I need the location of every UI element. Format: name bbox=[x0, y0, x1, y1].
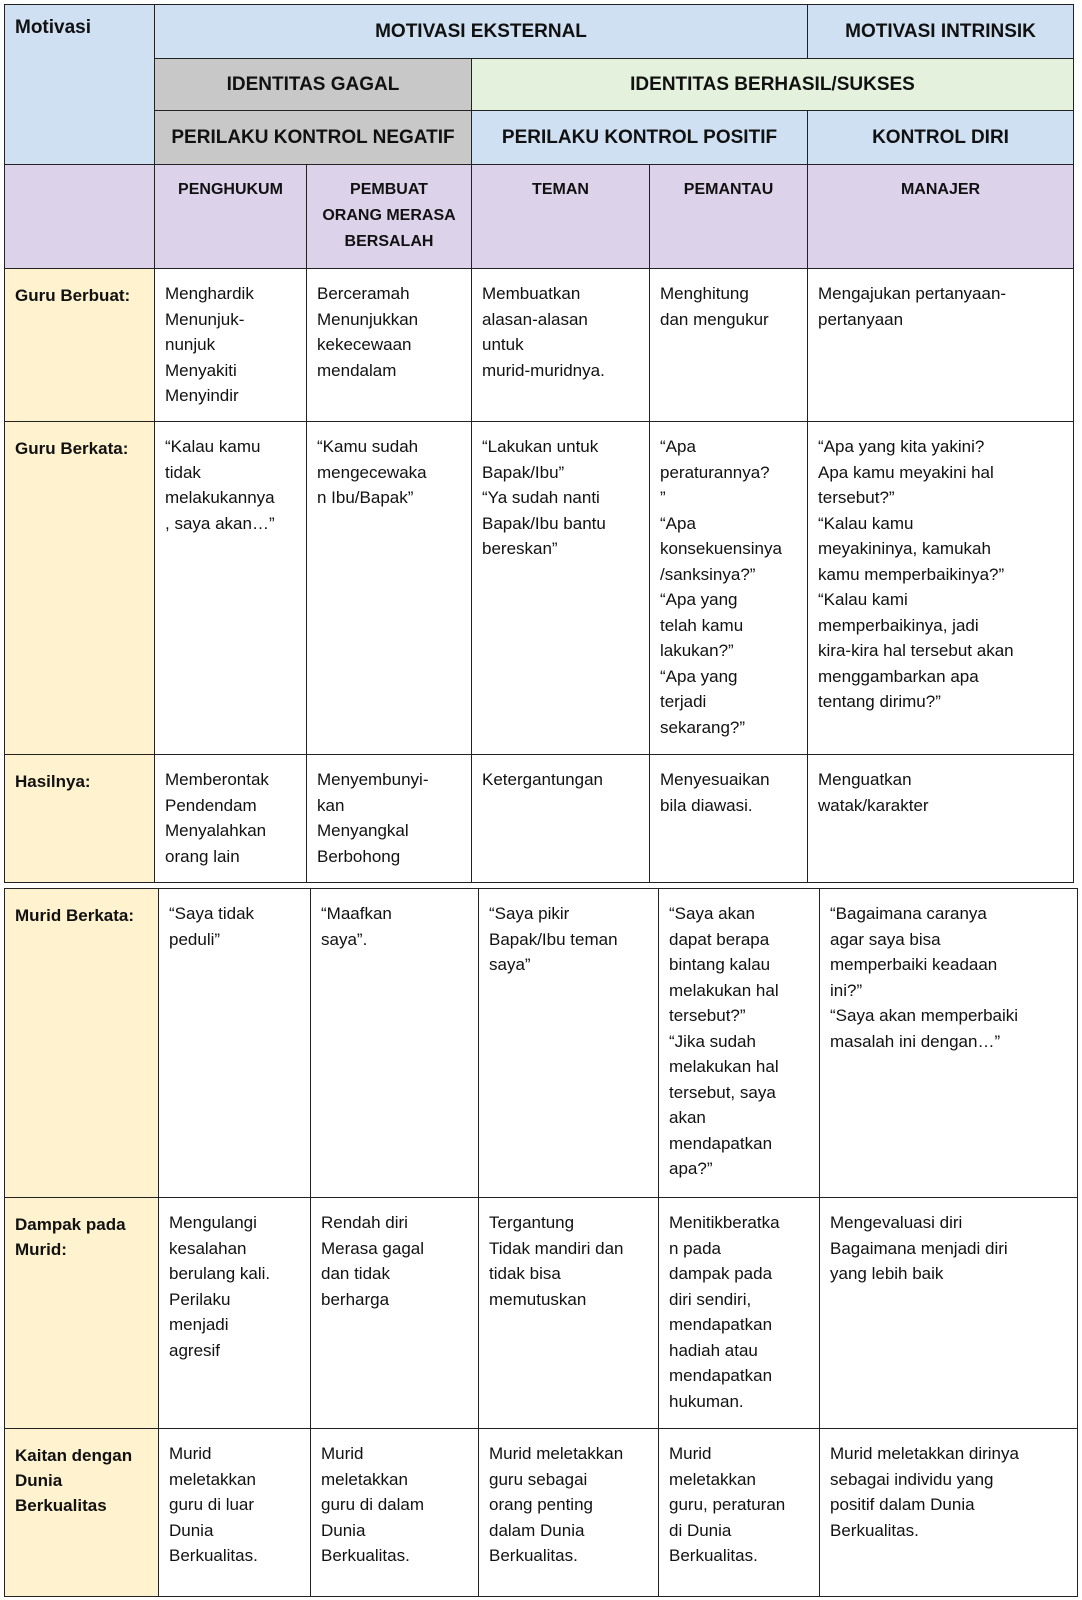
cell-manajer bbox=[820, 1198, 1078, 1429]
cell-line: “Apa bbox=[660, 437, 696, 456]
cell-line: saya” bbox=[489, 955, 531, 974]
table-row-hasilnya bbox=[5, 755, 1074, 883]
cell-text bbox=[165, 434, 296, 536]
cell-line: berulang kali. bbox=[169, 1264, 271, 1283]
cell-text bbox=[489, 901, 648, 978]
cell-line: menggambarkan apa bbox=[818, 666, 979, 686]
cell-pembuat-bersalah bbox=[307, 755, 472, 883]
cell-line: Murid bbox=[169, 1444, 212, 1463]
cell-pemantau bbox=[659, 1429, 820, 1597]
cell-line: Bagaimana menjadi diri bbox=[830, 1238, 1008, 1258]
cell-line: Perilaku bbox=[169, 1289, 231, 1309]
cell-line: Dunia bbox=[321, 1520, 366, 1540]
cell-pembuat-bersalah bbox=[311, 1198, 479, 1429]
cell-line: /sanksinya?” bbox=[660, 564, 756, 584]
cell-line: “Kalau kamu bbox=[165, 437, 261, 456]
column-header-pemantau: PEMANTAU bbox=[650, 165, 808, 269]
cell-line: Menghitung bbox=[660, 284, 749, 303]
cell-line: untuk bbox=[482, 335, 524, 354]
cell-line: akan bbox=[669, 1108, 706, 1127]
cell-line: “Maafkan bbox=[321, 904, 392, 923]
motivasi-label: Motivasi bbox=[15, 17, 92, 38]
cell-pemantau bbox=[650, 755, 808, 883]
cell-line: agresif bbox=[169, 1340, 221, 1360]
row-label: Dampak pada Murid: bbox=[5, 1198, 159, 1429]
cell-line: “Apa yang kita yakini? bbox=[818, 437, 985, 456]
cell-line: “Kalau kamu bbox=[818, 513, 914, 533]
cell-line: Menghardik bbox=[165, 284, 254, 303]
row-label: Murid Berkata: bbox=[5, 889, 159, 1198]
cell-text bbox=[660, 767, 797, 818]
cell-line: Pendendam bbox=[165, 795, 257, 815]
cell-line: pertanyaan bbox=[818, 309, 904, 329]
cell-line: “Saya pikir bbox=[489, 904, 570, 923]
cell-line: memutuskan bbox=[489, 1289, 587, 1309]
cell-line: dalam Dunia bbox=[489, 1520, 585, 1540]
cell-line: dan tidak bbox=[321, 1264, 390, 1283]
cell-line: agar saya bisa bbox=[830, 929, 941, 949]
cell-line: Murid meletakkan bbox=[489, 1444, 624, 1463]
cell-teman bbox=[479, 889, 659, 1198]
cell-text bbox=[818, 281, 1063, 332]
cell-line: tersebut?” bbox=[669, 1006, 746, 1025]
cell-line: n pada bbox=[669, 1238, 721, 1258]
cell-line: kesalahan bbox=[169, 1238, 247, 1258]
cell-line: terjadi bbox=[660, 692, 707, 711]
cell-line: tersebut?” bbox=[818, 488, 895, 507]
column-header-blank bbox=[5, 165, 155, 269]
cell-manajer bbox=[820, 1429, 1078, 1597]
cell-line: “Saya akan memperbaiki bbox=[830, 1006, 1019, 1025]
cell-line: Dunia bbox=[169, 1520, 214, 1540]
cell-line: Menitikberatka bbox=[669, 1213, 780, 1232]
cell-line: Mengulangi bbox=[169, 1213, 257, 1232]
cell-line: Menguatkan bbox=[818, 770, 912, 789]
column-header-teman: TEMAN bbox=[472, 165, 650, 269]
cell-pembuat-bersalah bbox=[307, 422, 472, 755]
cell-line: guru di dalam bbox=[321, 1495, 425, 1514]
cell-line: melakukannya bbox=[165, 488, 275, 507]
cell-line: orang lain bbox=[165, 846, 240, 866]
cell-teman bbox=[479, 1429, 659, 1597]
cell-text bbox=[489, 1441, 648, 1569]
motivation-table-top bbox=[4, 4, 1074, 883]
cell-manajer bbox=[820, 889, 1078, 1198]
cell-pemantau bbox=[659, 889, 820, 1198]
cell-line: tentang dirimu?” bbox=[818, 692, 941, 711]
cell-line: kekecewaan bbox=[317, 335, 412, 354]
cell-line: melakukan hal bbox=[669, 980, 779, 1000]
cell-text bbox=[321, 901, 468, 952]
column-header-penghukum: PENGHUKUM bbox=[155, 165, 307, 269]
cell-line: n Ibu/Bapak” bbox=[317, 488, 414, 507]
cell-line: Berkualitas. bbox=[489, 1546, 578, 1565]
cell-penghukum bbox=[159, 1198, 311, 1429]
cell-penghukum bbox=[155, 269, 307, 422]
cell-pemantau bbox=[650, 269, 808, 422]
cell-text bbox=[818, 434, 1063, 715]
cell-line: memperbaikinya, jadi bbox=[818, 615, 979, 635]
cell-line: “Lakukan untuk bbox=[482, 437, 599, 456]
cell-line: sebagai individu yang bbox=[830, 1469, 994, 1489]
cell-line: Menyindir bbox=[165, 386, 239, 405]
cell-line: mendapatkan bbox=[669, 1366, 773, 1385]
cell-penghukum bbox=[155, 422, 307, 755]
cell-line: Berbohong bbox=[317, 846, 401, 866]
cell-line: Tergantung bbox=[489, 1213, 575, 1232]
cell-line: dapat berapa bbox=[669, 929, 770, 949]
cell-penghukum bbox=[155, 755, 307, 883]
row-label: Kaitan dengan Dunia Berkualitas bbox=[5, 1429, 159, 1597]
cell-line: mendalam bbox=[317, 360, 397, 380]
row-label: Guru Berkata: bbox=[5, 422, 155, 755]
cell-text bbox=[660, 281, 797, 332]
row-label: Guru Berbuat: bbox=[5, 269, 155, 422]
cell-teman bbox=[472, 269, 650, 422]
cell-line: telah kamu bbox=[660, 615, 744, 635]
cell-line: Menyakiti bbox=[165, 360, 237, 380]
cell-text bbox=[165, 767, 296, 869]
cell-line: “Apa yang bbox=[660, 590, 738, 609]
cell-manajer bbox=[808, 755, 1074, 883]
cell-text bbox=[165, 281, 296, 409]
table-row-dampak bbox=[5, 1198, 1078, 1429]
cell-teman bbox=[479, 1198, 659, 1429]
row-label: Hasilnya: bbox=[5, 755, 155, 883]
cell-line: Menyembunyi- bbox=[317, 770, 429, 789]
table-row-guru-berbuat bbox=[5, 269, 1074, 422]
motivasi-header-cell bbox=[5, 5, 155, 165]
cell-text bbox=[169, 1441, 300, 1569]
motivasi-eksternal-header: MOTIVASI EKSTERNAL bbox=[155, 5, 808, 59]
cell-line: dan mengukur bbox=[660, 309, 769, 329]
cell-text bbox=[482, 434, 639, 562]
cell-line: Mengevaluasi diri bbox=[830, 1213, 963, 1232]
cell-line: ini?” bbox=[830, 980, 863, 1000]
cell-line: tersebut, saya bbox=[669, 1082, 776, 1102]
cell-text bbox=[169, 1210, 300, 1363]
cell-line: Bapak/Ibu bantu bbox=[482, 513, 606, 533]
cell-line: konsekuensinya bbox=[660, 539, 782, 558]
cell-line: Menunjuk- bbox=[165, 309, 245, 329]
cell-line: Berkualitas. bbox=[321, 1546, 410, 1565]
cell-line: Ketergantungan bbox=[482, 770, 603, 789]
cell-line: “Kamu sudah bbox=[317, 437, 419, 456]
cell-line: meletakkan bbox=[321, 1469, 408, 1489]
cell-line: alasan-alasan bbox=[482, 309, 588, 329]
cell-line: Menunjukkan bbox=[317, 309, 419, 329]
cell-teman bbox=[472, 755, 650, 883]
cell-line: hadiah atau bbox=[669, 1340, 758, 1360]
cell-line: “Ya sudah nanti bbox=[482, 488, 600, 507]
cell-line: peraturannya? bbox=[660, 462, 770, 482]
cell-line: saya”. bbox=[321, 929, 368, 949]
cell-line: Murid meletakkan dirinya bbox=[830, 1444, 1019, 1463]
cell-line: meletakkan bbox=[169, 1469, 256, 1489]
identitas-gagal-header: IDENTITAS GAGAL bbox=[155, 59, 472, 111]
cell-pembuat-bersalah bbox=[307, 269, 472, 422]
column-header-manajer: MANAJER bbox=[808, 165, 1074, 269]
cell-line: meyakininya, kamukah bbox=[818, 539, 991, 558]
kontrol-positif-header: PERILAKU KONTROL POSITIF bbox=[472, 111, 808, 165]
cell-line: “Apa bbox=[660, 513, 696, 533]
motivasi-intrinsik-header: MOTIVASI INTRINSIK bbox=[808, 5, 1074, 59]
cell-line: Merasa gagal bbox=[321, 1238, 425, 1258]
cell-line: positif dalam Dunia bbox=[830, 1495, 975, 1514]
cell-text bbox=[317, 281, 461, 383]
cell-penghukum bbox=[159, 889, 311, 1198]
column-header-pembuat-merasa-bersalah bbox=[307, 165, 472, 269]
cell-text bbox=[317, 767, 461, 869]
cell-line: guru di luar bbox=[169, 1495, 255, 1514]
cell-line: Membuatkan bbox=[482, 284, 581, 303]
cell-line: Mengajukan pertanyaan- bbox=[818, 284, 1007, 303]
cell-line: memperbaiki keadaan bbox=[830, 955, 998, 974]
cell-line: Murid bbox=[669, 1444, 712, 1463]
cell-line: orang penting bbox=[489, 1495, 593, 1514]
column-header-text: PEMBUAT ORANG MERASA BERSALAH bbox=[322, 181, 456, 250]
cell-text bbox=[669, 901, 809, 1182]
cell-line: bila diawasi. bbox=[660, 795, 753, 815]
cell-line: diri sendiri, bbox=[669, 1289, 752, 1309]
cell-line: Menyangkal bbox=[317, 821, 409, 840]
cell-pemantau bbox=[659, 1198, 820, 1429]
cell-line: Bapak/Ibu” bbox=[482, 462, 565, 482]
cell-line: peduli” bbox=[169, 929, 221, 949]
cell-line: mendapatkan bbox=[669, 1315, 773, 1334]
cell-line: Berkualitas. bbox=[830, 1520, 919, 1540]
cell-text bbox=[830, 1210, 1067, 1287]
cell-line: Berceramah bbox=[317, 284, 410, 303]
cell-line: lakukan?” bbox=[660, 641, 734, 660]
cell-line: Menyalahkan bbox=[165, 821, 267, 840]
cell-line: sekarang?” bbox=[660, 717, 746, 737]
cell-line: melakukan hal bbox=[669, 1057, 779, 1076]
cell-line: “Kalau kami bbox=[818, 590, 908, 609]
cell-line: Menyesuaikan bbox=[660, 770, 770, 789]
cell-line: murid-muridnya. bbox=[482, 360, 605, 380]
cell-teman bbox=[472, 422, 650, 755]
cell-line: Apa kamu meyakini hal bbox=[818, 462, 994, 482]
cell-text bbox=[669, 1210, 809, 1414]
cell-line: guru, peraturan bbox=[669, 1495, 786, 1514]
table-row-kaitan bbox=[5, 1429, 1078, 1597]
table-row-murid-berkata bbox=[5, 889, 1078, 1198]
cell-line: guru sebagai bbox=[489, 1469, 588, 1489]
cell-line: watak/karakter bbox=[818, 795, 929, 815]
cell-line: kan bbox=[317, 795, 345, 815]
kontrol-negatif-header: PERILAKU KONTROL NEGATIF bbox=[155, 111, 472, 165]
cell-line: hukuman. bbox=[669, 1391, 744, 1411]
cell-text bbox=[317, 434, 461, 511]
cell-line: “Apa yang bbox=[660, 666, 738, 686]
cell-line: kamu memperbaikinya?” bbox=[818, 564, 1005, 584]
cell-line: Bapak/Ibu teman bbox=[489, 929, 618, 949]
cell-line: menjadi bbox=[169, 1315, 229, 1334]
cell-line: ” bbox=[660, 488, 666, 507]
kontrol-diri-header: KONTROL DIRI bbox=[808, 111, 1074, 165]
cell-text bbox=[669, 1441, 809, 1569]
cell-line: “Jika sudah bbox=[669, 1031, 756, 1051]
cell-pembuat-bersalah bbox=[311, 1429, 479, 1597]
cell-text bbox=[482, 281, 639, 383]
cell-text bbox=[321, 1210, 468, 1312]
cell-line: tidak bisa bbox=[489, 1264, 561, 1283]
cell-line: apa?” bbox=[669, 1159, 713, 1178]
cell-line: tidak bbox=[165, 462, 201, 482]
cell-text bbox=[660, 434, 797, 740]
cell-text bbox=[169, 901, 300, 952]
cell-line: dampak pada bbox=[669, 1264, 773, 1283]
cell-line: di Dunia bbox=[669, 1520, 732, 1540]
cell-line: Rendah diri bbox=[321, 1213, 408, 1232]
cell-text bbox=[818, 767, 1063, 818]
cell-line: Murid bbox=[321, 1444, 364, 1463]
cell-penghukum bbox=[159, 1429, 311, 1597]
motivation-table-bottom bbox=[4, 888, 1078, 1597]
cell-line: Tidak mandiri dan bbox=[489, 1238, 624, 1258]
cell-line: , saya akan…” bbox=[165, 513, 275, 533]
cell-line: “Bagaimana caranya bbox=[830, 904, 987, 923]
cell-line: nunjuk bbox=[165, 335, 216, 354]
identitas-berhasil-header: IDENTITAS BERHASIL/SUKSES bbox=[472, 59, 1074, 111]
cell-line: mendapatkan bbox=[669, 1133, 773, 1153]
cell-line: kira-kira hal tersebut akan bbox=[818, 641, 1014, 660]
cell-pembuat-bersalah bbox=[311, 889, 479, 1198]
cell-line: mengecewaka bbox=[317, 462, 427, 482]
cell-text bbox=[321, 1441, 468, 1569]
cell-text bbox=[830, 1441, 1067, 1543]
cell-line: “Saya tidak bbox=[169, 904, 255, 923]
cell-line: berharga bbox=[321, 1289, 390, 1309]
cell-line: Berkualitas. bbox=[669, 1546, 758, 1565]
table-row-guru-berkata bbox=[5, 422, 1074, 755]
cell-line: Berkualitas. bbox=[169, 1546, 258, 1565]
cell-manajer bbox=[808, 422, 1074, 755]
cell-line: yang lebih baik bbox=[830, 1264, 944, 1283]
cell-manajer bbox=[808, 269, 1074, 422]
cell-line: bereskan” bbox=[482, 539, 558, 558]
cell-line: meletakkan bbox=[669, 1469, 756, 1489]
cell-pemantau bbox=[650, 422, 808, 755]
cell-line: Memberontak bbox=[165, 770, 269, 789]
cell-line: masalah ini dengan…” bbox=[830, 1031, 1001, 1051]
cell-line: “Saya akan bbox=[669, 904, 755, 923]
cell-line: bintang kalau bbox=[669, 955, 771, 974]
cell-text bbox=[830, 901, 1067, 1054]
cell-text bbox=[489, 1210, 648, 1312]
cell-text bbox=[482, 767, 639, 793]
